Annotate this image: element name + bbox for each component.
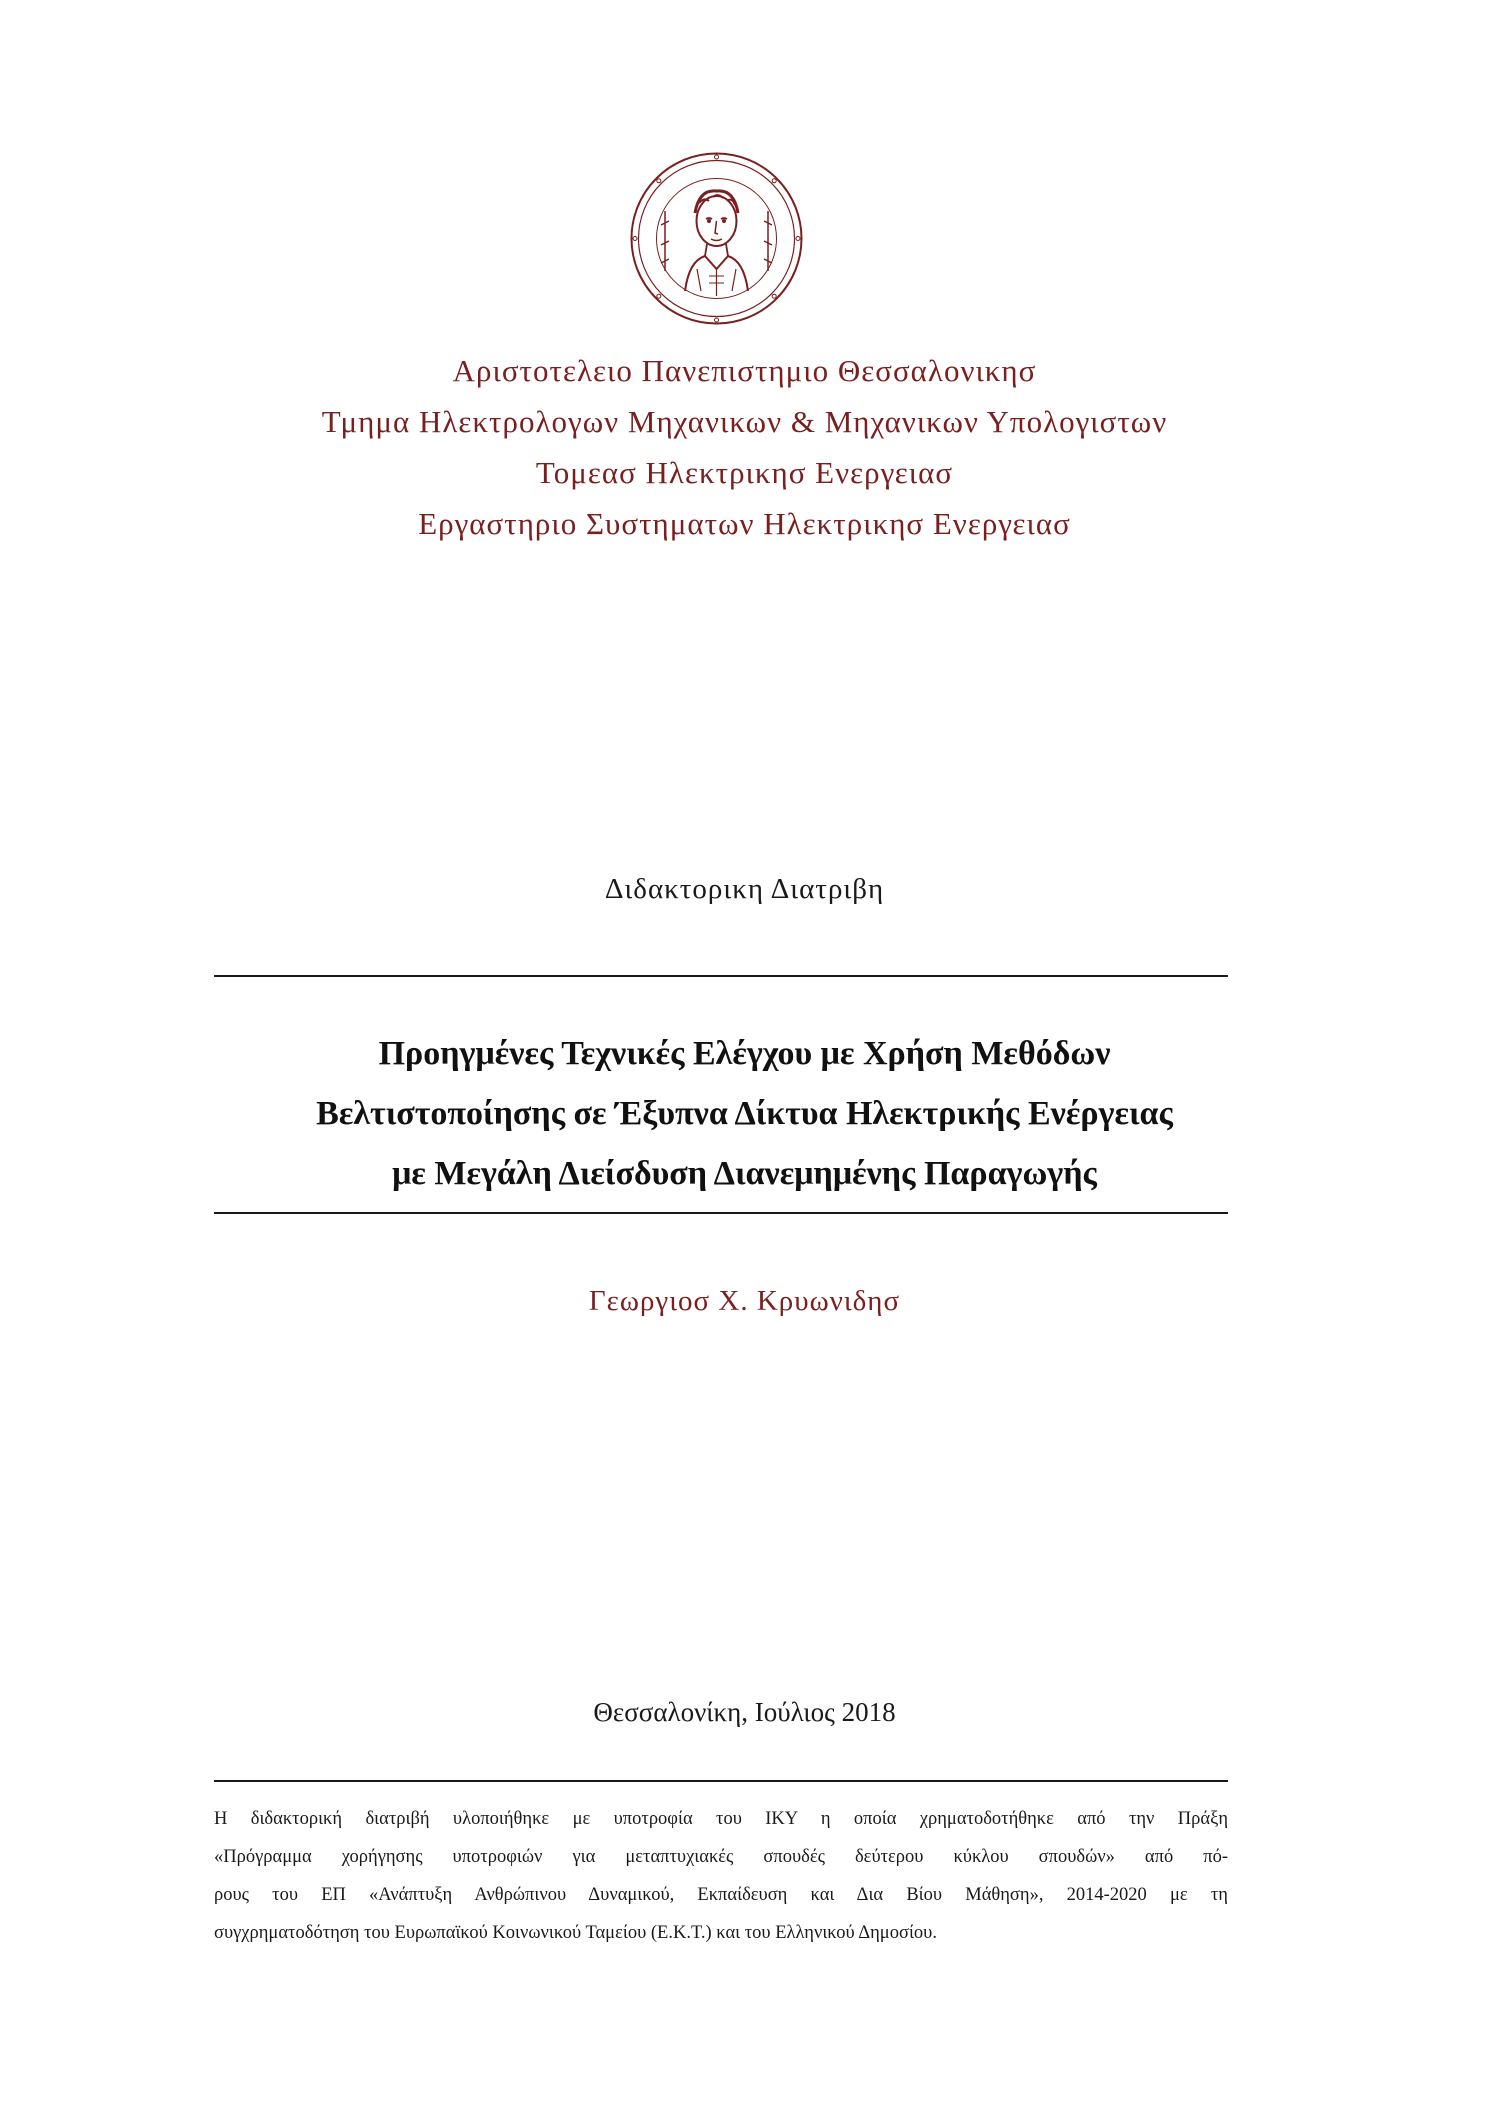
funding-line: ρους του ΕΠ «Ανάπτυξη Ανθρώπινου Δυναμικού, Εκπαίδευση και Δια Βίου Μάθηση», 2014-2020 με τη	[214, 1885, 1228, 1905]
university-seal-icon	[629, 151, 804, 326]
laboratory-name: Εργαστηριο Συστηματων Ηλεκτρικησ Ενεργειασ	[418, 506, 1071, 541]
university-name: Αριστοτελειο Πανεπιστημιο Θεσσαλονικησ	[452, 353, 1037, 388]
funding-line: «Πρόγραμμα χορήγησης υποτροφιών για μεταπτυχιακές σπουδές δεύτερου κύκλου σπουδών» από πό-	[214, 1847, 1228, 1867]
sector-name: Τομεασ Ηλεκτρικησ Ενεργειασ	[535, 455, 954, 490]
funding-line: συγχρηματοδότηση του Ευρωπαϊκού Κοινωνικού Ταμείου (Ε.Κ.Τ.) και του Ελληνικού Δημοσίου.	[214, 1923, 937, 1943]
title-top-rule	[214, 975, 1228, 977]
funding-line: Η διδακτορική διατριβή υλοποιήθηκε με υποτροφία του ΙΚΥ η οποία χρηματοδοτήθηκε από την Πράξη	[214, 1809, 1228, 1829]
title-line: Βελτιστοποίησης σε Έξυπνα Δίκτυα Ηλεκτρικής Ενέργειας	[316, 1095, 1173, 1132]
thesis-title	[0, 1024, 1489, 1204]
institution-block	[0, 345, 1489, 549]
document-type: Διδακτορικη Διατριβη	[604, 873, 885, 905]
place-date: Θεσσαλονίκη, Ιούλιος 2018	[593, 1697, 896, 1727]
footnote-rule	[214, 1780, 1228, 1782]
school-name: Τμημα Ηλεκτρολογων Μηχανικων & Μηχανικων Υπολογιστων	[321, 404, 1168, 439]
title-line: Προηγμένες Τεχνικές Ελέγχου με Χρήση Μεθόδων	[378, 1035, 1111, 1072]
author-name: Γεωργιοσ Χ. Κρυωνιδησ	[588, 1285, 901, 1317]
title-line: με Μεγάλη Διείσδυση Διανεμημένης Παραγωγής	[392, 1155, 1097, 1192]
title-bottom-rule	[214, 1212, 1228, 1214]
funding-note	[214, 1800, 1228, 1952]
